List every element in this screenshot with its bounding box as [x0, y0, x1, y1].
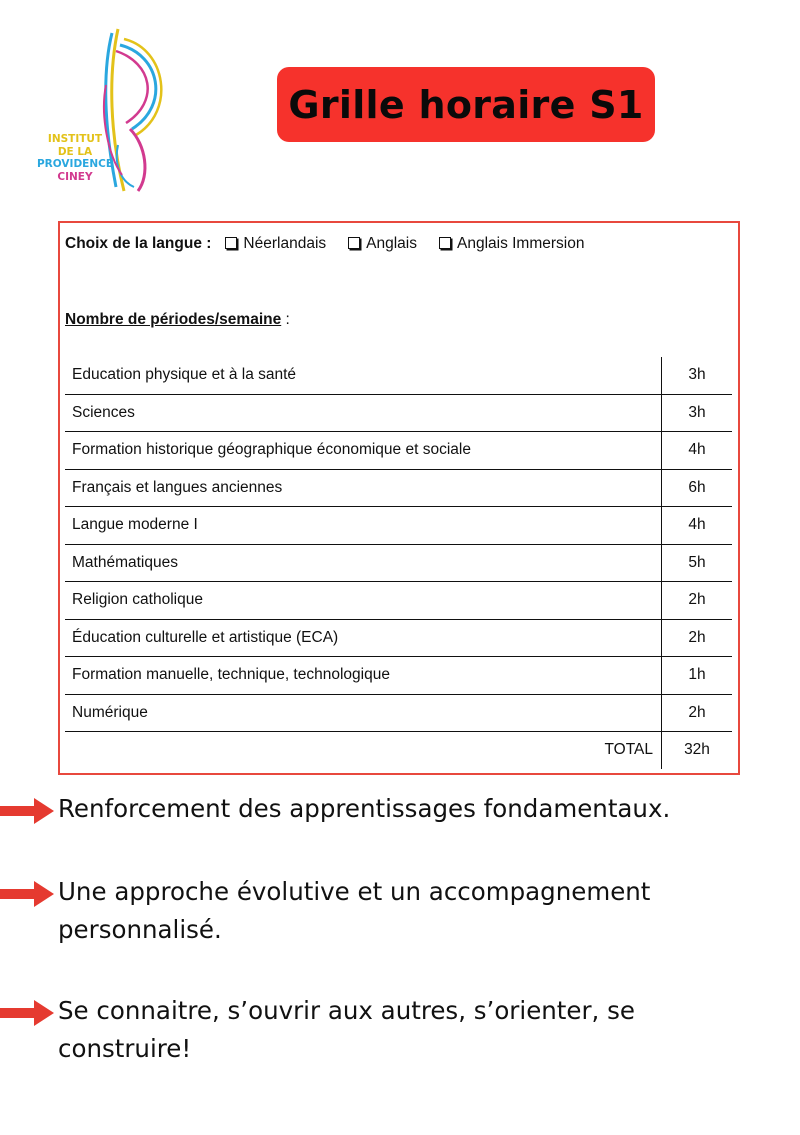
subject-name: Formation manuelle, technique, technologique — [65, 657, 662, 695]
schedule-table — [65, 357, 732, 769]
table-row — [65, 507, 732, 545]
language-option-dutch[interactable] — [225, 235, 326, 253]
subject-hours: 3h — [662, 394, 733, 432]
table-row — [65, 694, 732, 732]
logo-line-1: INSTITUT — [47, 133, 103, 145]
table-row — [65, 394, 732, 432]
subject-hours: 5h — [662, 544, 733, 582]
red-arrow-icon — [0, 796, 56, 826]
logo-line-4: CINEY — [57, 170, 93, 183]
subject-name: Education physique et à la santé — [65, 357, 662, 394]
subject-name: Formation historique géographique économique et sociale — [65, 432, 662, 470]
table-row — [65, 619, 732, 657]
title-banner — [277, 67, 655, 142]
checkbox-icon[interactable] — [348, 237, 360, 249]
subject-hours: 2h — [662, 694, 733, 732]
red-arrow-icon — [0, 998, 56, 1028]
language-option-label: Anglais — [366, 235, 417, 252]
language-option-english-immersion[interactable] — [439, 235, 585, 253]
language-option-label: Néerlandais — [243, 235, 327, 252]
subject-name: Langue moderne I — [65, 507, 662, 545]
language-choice-label: Choix de la langue : — [65, 235, 212, 252]
checkbox-icon[interactable] — [439, 237, 451, 249]
table-row — [65, 469, 732, 507]
bullet-text: Renforcement des apprentissages fondamentaux. — [58, 794, 671, 823]
subject-name: Numérique — [65, 694, 662, 732]
subject-name: Éducation culturelle et artistique (ECA) — [65, 619, 662, 657]
logo-wordmark — [20, 133, 130, 183]
bullet-text: Une approche évolutive et un accompagnement personnalisé. — [58, 877, 651, 944]
table-row — [65, 657, 732, 695]
checkbox-icon[interactable] — [225, 237, 237, 249]
logo-line-3: PROVIDENCE — [36, 158, 113, 170]
subject-name: Mathématiques — [65, 544, 662, 582]
subject-name: Français et langues anciennes — [65, 469, 662, 507]
subject-hours: 4h — [662, 432, 733, 470]
subject-hours: 3h — [662, 357, 733, 394]
periods-heading — [65, 311, 290, 329]
language-choice-row — [65, 235, 606, 253]
subject-hours: 2h — [662, 582, 733, 620]
subject-hours: 2h — [662, 619, 733, 657]
logo-line-2: DE LA — [57, 145, 93, 158]
table-row — [65, 582, 732, 620]
subject-hours: 1h — [662, 657, 733, 695]
total-row — [65, 732, 732, 769]
subject-hours: 4h — [662, 507, 733, 545]
total-label: TOTAL — [604, 741, 653, 759]
total-hours: 32h — [662, 732, 733, 769]
table-row — [65, 357, 732, 394]
bullet-text: Se connaitre, s’ouvrir aux autres, s’orienter, se construire! — [58, 996, 635, 1063]
table-row — [65, 432, 732, 470]
schedule-card — [58, 221, 740, 775]
school-logo — [20, 25, 170, 195]
periods-heading-colon: : — [281, 311, 290, 328]
language-option-label: Anglais Immersion — [456, 235, 585, 252]
language-option-english[interactable] — [348, 235, 417, 253]
table-row — [65, 544, 732, 582]
periods-heading-label: Nombre de périodes/semaine — [65, 311, 282, 328]
subject-name: Religion catholique — [65, 582, 662, 620]
red-arrow-icon — [0, 879, 56, 909]
page-title: Grille horaire S1 — [288, 82, 644, 127]
subject-hours: 6h — [662, 469, 733, 507]
subject-name: Sciences — [65, 394, 662, 432]
